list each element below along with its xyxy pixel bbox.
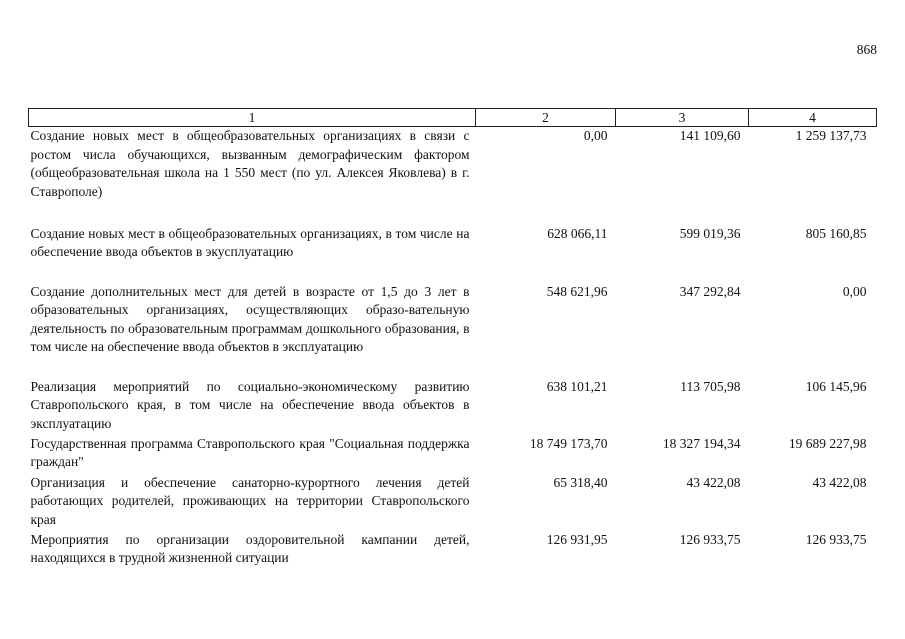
header-row [29,109,877,127]
header-col-3: 3 [616,109,749,127]
row-value-col4: 19 689 227,98 [788,435,867,451]
row-value-col3: 599 019,36 [679,225,741,241]
row-value-col2: 628 066,11 [547,225,608,241]
budget-table [28,108,877,569]
row-value-col4: 106 145,96 [805,378,867,394]
row-description: Мероприятия по организации оздоровительной кампании детей, находящихся в трудной жизненной ситуации [30,531,470,565]
row-value-col3: 347 292,84 [679,283,741,299]
row-value-col4: 43 422,08 [812,474,867,490]
table-body [29,127,877,569]
table-row [29,378,877,435]
table-row [29,435,877,474]
header-col-1: 1 [29,109,476,127]
row-description: Создание дополнительных мест для детей в возрасте от 1,5 до 3 лет в образовательных организациях, осуществляющих образо-вательную деятельность по образовательным программам дошкольного образования, в том числе на обеспечение ввода объектов в эксплуатацию [30,283,470,354]
table-row [29,127,877,225]
row-value-col2: 126 931,95 [546,531,608,547]
row-value-col4: 805 160,85 [805,225,867,241]
table-row [29,225,877,283]
row-description: Организация и обеспечение санаторно-курортного лечения детей работающих родителей, проживающих на территории Ставропольского края [30,474,470,527]
row-value-col4: 1 259 137,73 [795,128,867,143]
row-value-col3: 141 109,60 [679,128,741,143]
row-description: Создание новых мест в общеобразовательных организациях, в том числе на обеспечение ввода объектов в экусплуатацию [30,225,470,259]
row-value-col2: 638 101,21 [546,378,608,394]
header-col-2: 2 [476,109,616,127]
header-col-4: 4 [749,109,877,127]
row-value-col3: 18 327 194,34 [662,435,741,451]
row-value-col2: 65 318,40 [553,474,608,490]
row-description: Создание новых мест в общеобразовательных организациях в связи с ростом числа обучающихся, вызванным демографическим фактором (общеобразовательная школа на 1 550 мест (по ул. Алексея Яковлева) в г. Ставрополе) [30,128,470,199]
row-value-col2: 0,00 [583,128,608,143]
row-value-col3: 113 705,98 [680,378,741,394]
row-description: Государственная программа Ставропольского края "Социальная поддержка граждан" [30,435,470,469]
page-number: 868 [856,42,877,57]
row-value-col3: 43 422,08 [686,474,741,490]
table-row [29,474,877,531]
row-value-col4: 126 933,75 [805,531,867,547]
table-row [29,531,877,569]
row-value-col3: 126 933,75 [679,531,741,547]
table-row [29,283,877,378]
table-header [29,109,877,127]
row-value-col2: 18 749 173,70 [529,435,608,451]
row-description: Реализация мероприятий по социально-экономическому развитию Ставропольского края, в том числе на обеспечение ввода объектов в эксплуатацию [30,378,470,431]
row-value-col2: 548 621,96 [546,283,608,299]
row-value-col4: 0,00 [842,283,867,299]
